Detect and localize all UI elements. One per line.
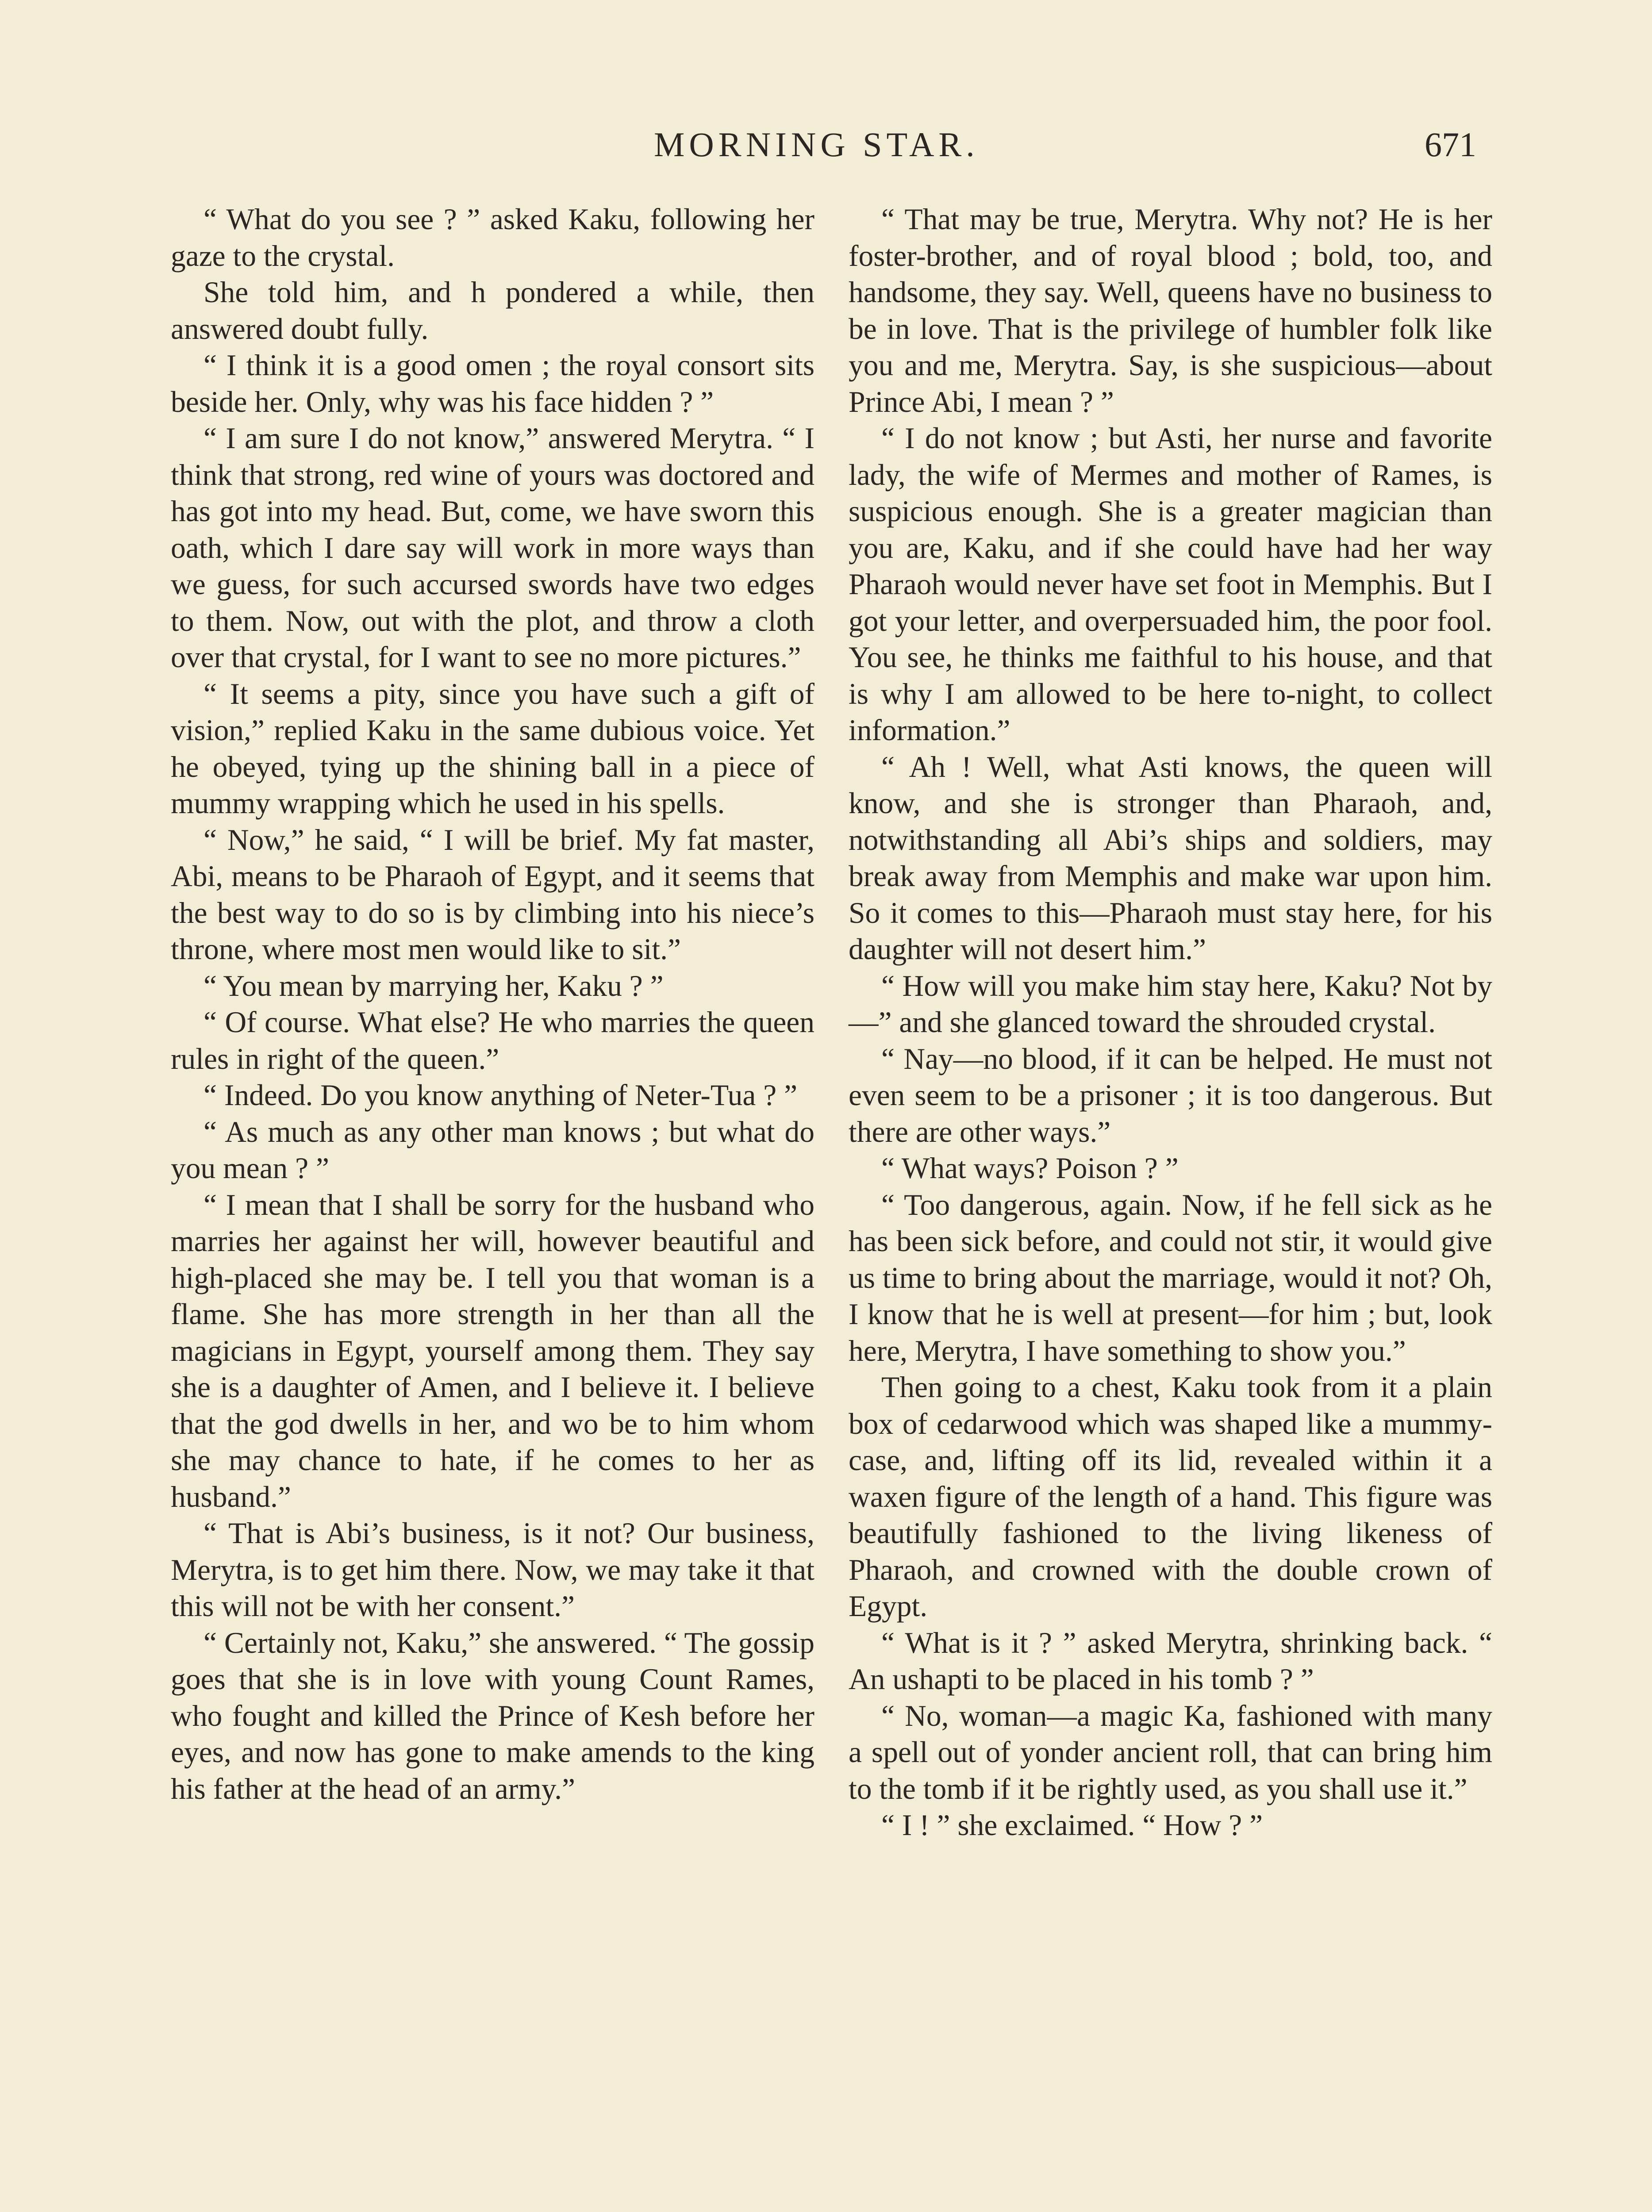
paragraph: “ Too dangerous, again. Now, if he fell sick as he has been sick before, and could not stir, it would give us time to bring about the marriage, would it not? Oh, I know that he is well at present—for him ; but, look here, Merytra, I have something to show you.” [849, 1188, 1492, 1367]
paragraph: “ Ah ! Well, what Asti knows, the queen will know, and she is stronger than Pharaoh, and, notwithstanding all Abi’s ships and soldiers, may break away from Memphis and make war upon him. So it comes to this—Pharaoh must stay here, for his daughter will not desert him.” [849, 750, 1492, 966]
paragraph: “ No, woman—a magic Ka, fashioned with many a spell out of yonder ancient roll, that can bring him to the tomb if it be rightly used, as you shall use it.” [849, 1699, 1492, 1805]
paragraph: “ It seems a pity, since you have such a gift of vision,” replied Kaku in the same dubious voice. Yet he obeyed, tying up the shining ball in a piece of mummy wrapping which he used in his spells. [171, 677, 814, 820]
paragraph: “ Now,” he said, “ I will be brief. My fat master, Abi, means to be Pharaoh of Egypt, and it seems that the best way to do so is by climbing into his niece’s throne, where most men would like to sit.” [171, 823, 814, 966]
paragraph: “ I mean that I shall be sorry for the husband who marries her against her will, however beautiful and high-placed she may be. I tell you that woman is a flame. She has more strength in her than all the magicians in Egypt, yourself among them. They say she is a daughter of Amen, and I believe it. I believe that the god dwells in her, and wo be to him whom she may chance to hate, if he comes to her as husband.” [171, 1188, 814, 1513]
page-number: 671 [1425, 125, 1476, 164]
paragraph: Then going to a chest, Kaku took from it a plain box of cedarwood which was shaped like a mummy-case, and, lifting off its lid, revealed within it a waxen figure of the length of a hand. This figure was beautifully fashioned to the living likeness of Pharaoh, and crowned with the double crown of Egypt. [849, 1371, 1492, 1623]
paragraph: “ As much as any other man knows ; but what do you mean ? ” [171, 1115, 814, 1185]
paragraph: “ I think it is a good omen ; the royal consort sits beside her. Only, why was his face hidden ? ” [171, 349, 814, 419]
paragraph: “ Of course. What else? He who marries the queen rules in right of the queen.” [171, 1006, 814, 1075]
paragraph: “ I ! ” she exclaimed. “ How ? ” [881, 1809, 1263, 1842]
paragraph: “ I am sure I do not know,” answered Merytra. “ I think that strong, red wine of yours was doctored and has got into my head. But, come, we have sworn this oath, which I dare say will work in more ways than we guess, for such accursed swords have two edges to them. Now, out with the plot, and throw a cloth over that crystal, for I want to see no more pictures.” [171, 422, 814, 674]
paragraph: “ What do you see ? ” asked Kaku, following her gaze to the crystal. [171, 203, 814, 273]
running-header [0, 125, 1652, 182]
paragraph: “ That is Abi’s business, is it not? Our business, Merytra, is to get him there. Now, we may take it that this will not be with her consent.” [171, 1517, 814, 1623]
paragraph: “ Certainly not, Kaku,” she answered. “ The gossip goes that she is in love with young Count Rames, who fought and killed the Prince of Kesh before her eyes, and now has gone to make amends to the king his father at the head of an army.” [171, 1626, 814, 1805]
paragraph: “ How will you make him stay here, Kaku? Not by—” and she glanced toward the shrouded crystal. [849, 969, 1492, 1039]
paragraph: “ Nay—no blood, if it can be helped. He must not even seem to be a prisoner ; it is too dangerous. But there are other ways.” [849, 1042, 1492, 1148]
paragraph: “ What ways? Poison ? ” [881, 1152, 1179, 1185]
paragraph: “ That may be true, Merytra. Why not? He is her foster-brother, and of royal blood ; bold, too, and handsome, they say. Well, queens have no business to be in love. That is the privilege of humbler folk like you and me, Merytra. Say, is she suspicious—about Prince Abi, I mean ? ” [849, 203, 1492, 419]
paragraph: “ I do not know ; but Asti, her nurse and favorite lady, the wife of Mermes and mother of Rames, is suspicious enough. She is a greater magician than you are, Kaku, and if she could have had her way Pharaoh would never have set foot in Memphis. But I got your letter, and overpersuaded him, the poor fool. You see, he thinks me faithful to his house, and that is why I am allowed to be here to-night, to collect information.” [849, 422, 1492, 747]
paragraph: “ Indeed. Do you know anything of Neter-Tua ? ” [204, 1079, 798, 1112]
paragraph: She told him, and h pondered a while, then answered doubt fully. [171, 276, 814, 346]
right-column [849, 201, 1492, 1844]
paragraph: “ You mean by marrying her, Kaku ? ” [204, 969, 664, 1002]
paragraph: “ What is it ? ” asked Merytra, shrinking back. “ An ushapti to be placed in his tomb ? ” [849, 1626, 1492, 1696]
running-title: MORNING STAR. [654, 125, 979, 164]
left-column [171, 201, 814, 1807]
